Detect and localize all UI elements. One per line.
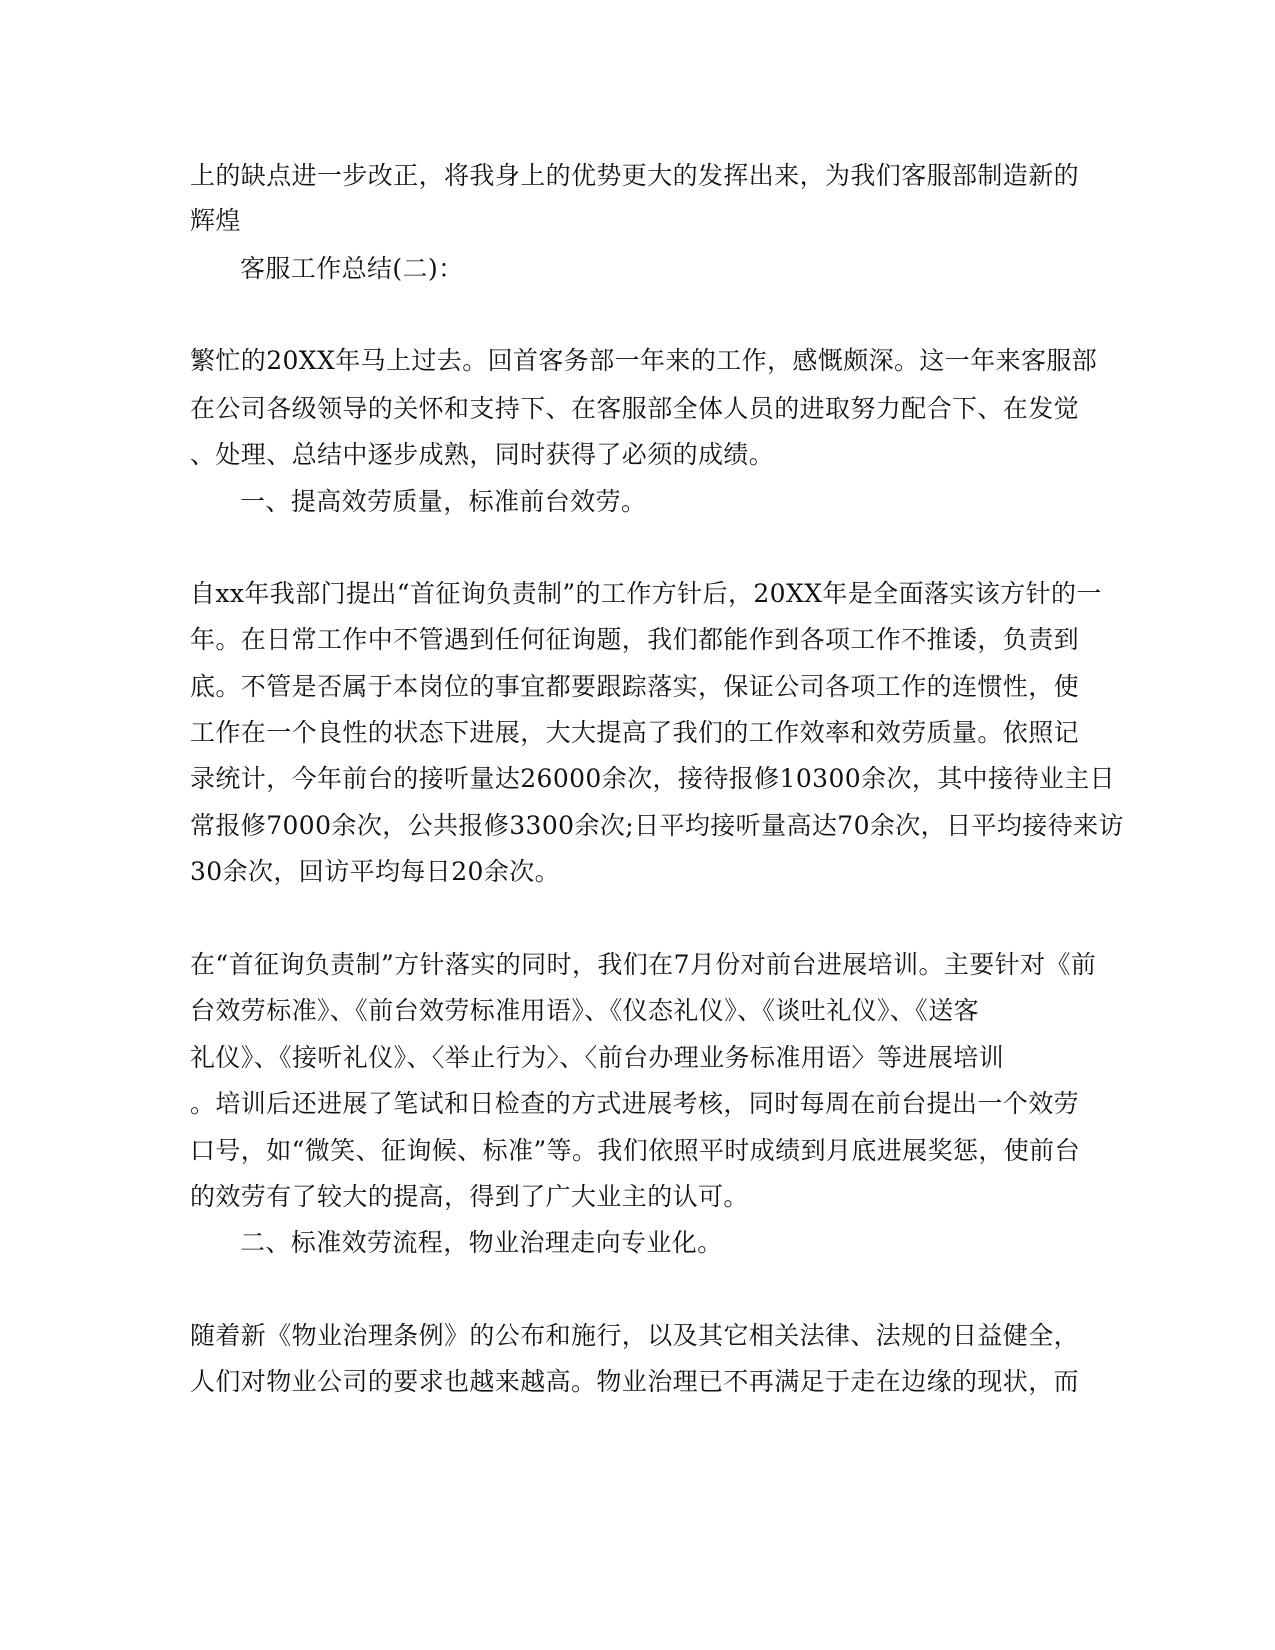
text-line: 繁忙的20XX年马上过去。回首客务部一年来的工作，感慨颇深。这一年来客服部 [190,346,1098,375]
text-line: 台效劳标准》、《前台效劳标准用语》、《仪态礼仪》、《谈吐礼仪》、《送客 [190,996,980,1025]
text-line: 口号，如“微笑、征询候、标准”等。我们依照平时成绩到月底进展奖惩，使前台 [190,1136,1080,1165]
text-line: 在公司各级领导的关怀和支持下、在客服部全体人员的进取努力配合下、在发觉 [190,394,1080,423]
text-line: 30余次，回访平均每日20余次。 [190,857,561,886]
section-heading: 二、标准效劳流程，物业治理走向专业化。 [240,1228,723,1257]
text-line: 上的缺点进一步改正，将我身上的优势更大的发挥出来，为我们客服部制造新的 [190,161,1080,190]
text-line: 工作在一个良性的状态下进展，大大提高了我们的工作效率和效劳质量。依照记 [190,718,1080,747]
section-heading: 客服工作总结(二)： [240,254,464,283]
text-line: 录统计，今年前台的接听量达26000余次，接待报修10300余次，其中接待业主日 [190,764,1116,793]
section-heading: 一、提高效劳质量，标准前台效劳。 [240,487,647,516]
text-line: 常报修7000余次，公共报修3300余次;日平均接听量高达70余次，日平均接待来访 [190,811,1124,840]
text-line: 辉煌 [190,206,241,235]
text-line: 在“首征询负责制”方针落实的同时，我们在7月份对前台进展培训。主要针对《前 [190,950,1097,979]
text-line: 随着新《物业治理条例》的公布和施行，以及其它相关法律、法规的日益健全， [190,1321,1080,1350]
text-line: 自xx年我部门提出“首征询负责制”的工作方针后，20XX年是全面落实该方针的一 [190,579,1102,608]
text-line: 人们对物业公司的要求也越来越高。物业治理已不再满足于走在边缘的现状，而 [190,1367,1080,1396]
text-line: 礼仪》、《接听礼仪》、〈举止行为〉、〈前台办理业务标准用语〉等进展培训 [190,1043,1005,1072]
text-line: 的效劳有了较大的提高，得到了广大业主的认可。 [190,1182,749,1211]
text-line: 底。不管是否属于本岗位的事宜都要跟踪落实，保证公司各项工作的连惯性，使 [190,672,1080,701]
text-line: 年。在日常工作中不管遇到任何征询题，我们都能作到各项工作不推诿，负责到 [190,625,1080,654]
text-line: 。培训后还进展了笔试和日检查的方式进展考核，同时每周在前台提出一个效劳 [190,1089,1080,1118]
text-line: 、处理、总结中逐步成熟，同时获得了必须的成绩。 [190,440,775,469]
